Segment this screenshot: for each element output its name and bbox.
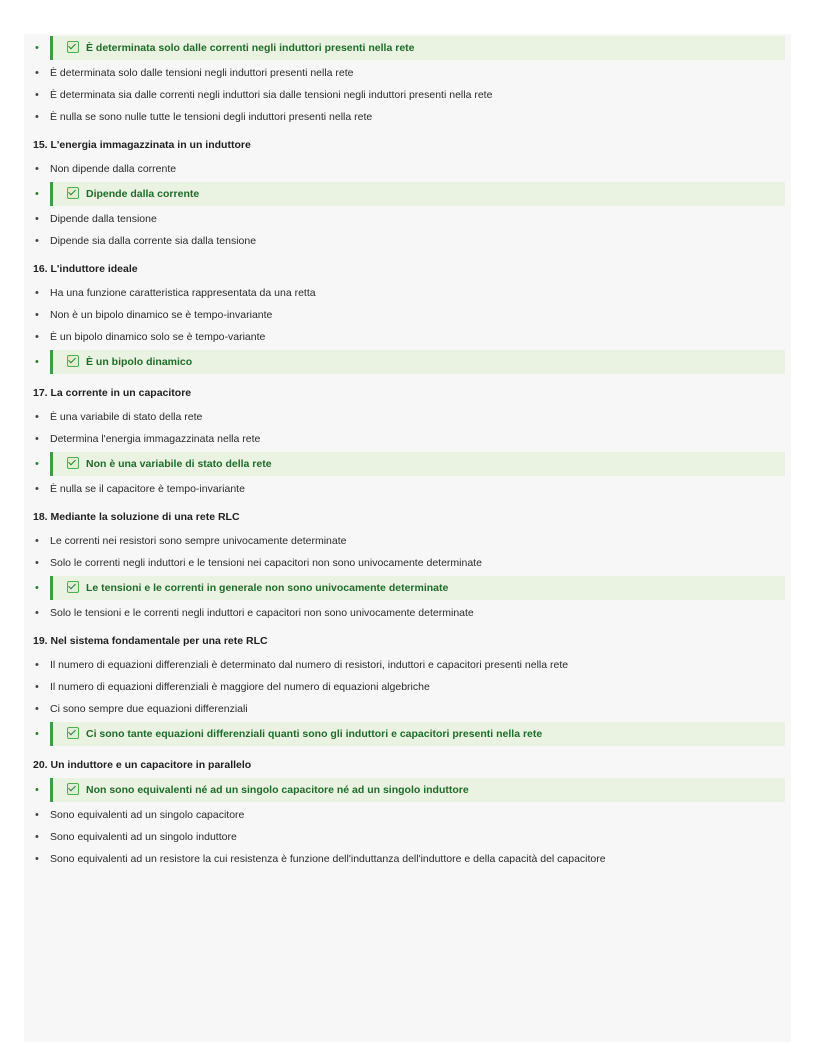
correct-answer-item (24, 778, 791, 802)
answer-text: È una variabile di stato della rete (50, 411, 203, 423)
bullet: • (35, 784, 39, 796)
correct-answer-item (24, 182, 791, 206)
answer-text: Solo le correnti negli induttori e le tensioni nei capacitori non sono univocamente determinate (50, 557, 482, 569)
checkbox-checked-icon (67, 41, 79, 53)
correct-answer-highlight (50, 722, 785, 746)
question-title: 17. La corrente in un capacitore (33, 387, 192, 399)
answer-item (24, 552, 791, 574)
correct-answer-highlight (50, 576, 785, 600)
answer-text: Sono equivalenti ad un resistore la cui resistenza è funzione dell'induttanza dell'induttore e della capacità del capacitore (50, 853, 606, 865)
correct-answer-item (24, 36, 791, 60)
answer-item (24, 676, 791, 698)
answer-text: Le tensioni e le correnti in generale non sono univocamente determinate (86, 582, 449, 594)
answer-text: Il numero di equazioni differenziali è maggiore del numero di equazioni algebriche (50, 681, 430, 693)
answer-list (24, 406, 791, 500)
answer-item (24, 478, 791, 500)
question-block (24, 500, 791, 624)
answer-text: Dipende dalla corrente (86, 188, 200, 200)
quiz-page (24, 34, 791, 1042)
bullet: • (35, 331, 39, 343)
bullet: • (35, 287, 39, 299)
bullet: • (35, 213, 39, 225)
answer-list (24, 530, 791, 624)
bullet: • (35, 458, 39, 470)
answer-item (24, 654, 791, 676)
bullet: • (35, 681, 39, 693)
answer-text: Ci sono sempre due equazioni differenziali (50, 703, 248, 715)
question-title: 15. L'energia immagazzinata in un induttore (33, 139, 251, 151)
bullet: • (35, 188, 39, 200)
bullet: • (35, 235, 39, 247)
answer-text: Il numero di equazioni differenziali è determinato dal numero di resistori, induttori e capacitori presenti nella rete (50, 659, 569, 671)
correct-answer-highlight (50, 350, 785, 374)
answer-text: Le correnti nei resistori sono sempre univocamente determinate (50, 535, 347, 547)
bullet: • (35, 728, 39, 740)
checkbox-checked-icon (67, 727, 79, 739)
bullet: • (35, 163, 39, 175)
bullet: • (35, 89, 39, 101)
bullet: • (35, 831, 39, 843)
answer-item (24, 428, 791, 450)
answer-item (24, 84, 791, 106)
correct-answer-highlight (50, 36, 785, 60)
correct-answer-item (24, 576, 791, 600)
answer-list (24, 654, 791, 746)
bullet: • (35, 433, 39, 445)
bullet: • (35, 809, 39, 821)
answer-text: È un bipolo dinamico (86, 356, 193, 368)
question-list (24, 128, 791, 870)
answer-item (24, 804, 791, 826)
question-block (24, 252, 791, 374)
answer-item (24, 304, 791, 326)
answer-text: Ci sono tante equazioni differenziali quanti sono gli induttori e capacitori presenti nella rete (86, 728, 543, 740)
answer-item (24, 62, 791, 84)
answer-text: È nulla se il capacitore è tempo-invariante (50, 483, 245, 495)
answer-item (24, 826, 791, 848)
answer-text: Non dipende dalla corrente (50, 163, 177, 175)
answer-text: Non è un bipolo dinamico se è tempo-invariante (50, 309, 273, 321)
question-title: 16. L'induttore ideale (33, 263, 138, 275)
correct-answer-highlight (50, 778, 785, 802)
bullet: • (35, 67, 39, 79)
checkbox-checked-icon (67, 581, 79, 593)
bullet: • (35, 411, 39, 423)
bullet: • (35, 42, 39, 54)
checkbox-checked-icon (67, 783, 79, 795)
answer-list (24, 778, 791, 870)
bullet: • (35, 582, 39, 594)
answer-text: Ha una funzione caratteristica rappresentata da una retta (50, 287, 316, 299)
answer-item (24, 848, 791, 870)
answer-text: È determinata solo dalle correnti negli induttori presenti nella rete (86, 42, 415, 54)
answer-list (24, 282, 791, 374)
question-block (24, 376, 791, 500)
answer-text: È determinata sia dalle correnti negli induttori sia dalle tensioni negli induttori presenti nella rete (50, 89, 493, 101)
question-block (24, 624, 791, 746)
answer-item (24, 602, 791, 624)
bullet: • (35, 309, 39, 321)
answer-text: Dipende dalla tensione (50, 213, 157, 225)
answer-text: Determina l'energia immagazzinata nella rete (50, 433, 261, 445)
answer-item (24, 282, 791, 304)
answer-item (24, 530, 791, 552)
answer-text: È un bipolo dinamico solo se è tempo-variante (50, 331, 266, 343)
answer-item (24, 106, 791, 128)
bullet: • (35, 703, 39, 715)
bullet: • (35, 607, 39, 619)
correct-answer-item (24, 350, 791, 374)
checkbox-checked-icon (67, 355, 79, 367)
bullet: • (35, 483, 39, 495)
correct-answer-item (24, 722, 791, 746)
answer-text: È determinata solo dalle tensioni negli induttori presenti nella rete (50, 67, 354, 79)
answer-list (24, 158, 791, 252)
answer-item (24, 698, 791, 720)
answer-text: Dipende sia dalla corrente sia dalla tensione (50, 235, 257, 247)
answer-item (24, 230, 791, 252)
checkbox-checked-icon (67, 187, 79, 199)
question-block (24, 748, 791, 870)
bullet: • (35, 111, 39, 123)
answer-text: Non è una variabile di stato della rete (86, 458, 272, 470)
correct-answer-highlight (50, 182, 785, 206)
bullet: • (35, 535, 39, 547)
question-title: 20. Un induttore e un capacitore in parallelo (33, 759, 252, 771)
answer-text: È nulla se sono nulle tutte le tensioni degli induttori presenti nella rete (50, 111, 373, 123)
answer-item (24, 406, 791, 428)
answer-text: Sono equivalenti ad un singolo capacitore (50, 809, 245, 821)
answer-text: Non sono equivalenti né ad un singolo capacitore né ad un singolo induttore (86, 784, 469, 796)
bullet: • (35, 659, 39, 671)
answer-text: Solo le tensioni e le correnti negli induttori e capacitori non sono univocamente determinate (50, 607, 474, 619)
question-title: 19. Nel sistema fondamentale per una rete RLC (33, 635, 268, 647)
answer-list (24, 36, 791, 128)
correct-answer-highlight (50, 452, 785, 476)
checkbox-checked-icon (67, 457, 79, 469)
bullet: • (35, 356, 39, 368)
question-title: 18. Mediante la soluzione di una rete RLC (33, 511, 240, 523)
answer-item (24, 208, 791, 230)
answer-item (24, 326, 791, 348)
bullet: • (35, 853, 39, 865)
answer-text: Sono equivalenti ad un singolo induttore (50, 831, 237, 843)
question-block (24, 128, 791, 252)
answer-item (24, 158, 791, 180)
correct-answer-item (24, 452, 791, 476)
bullet: • (35, 557, 39, 569)
